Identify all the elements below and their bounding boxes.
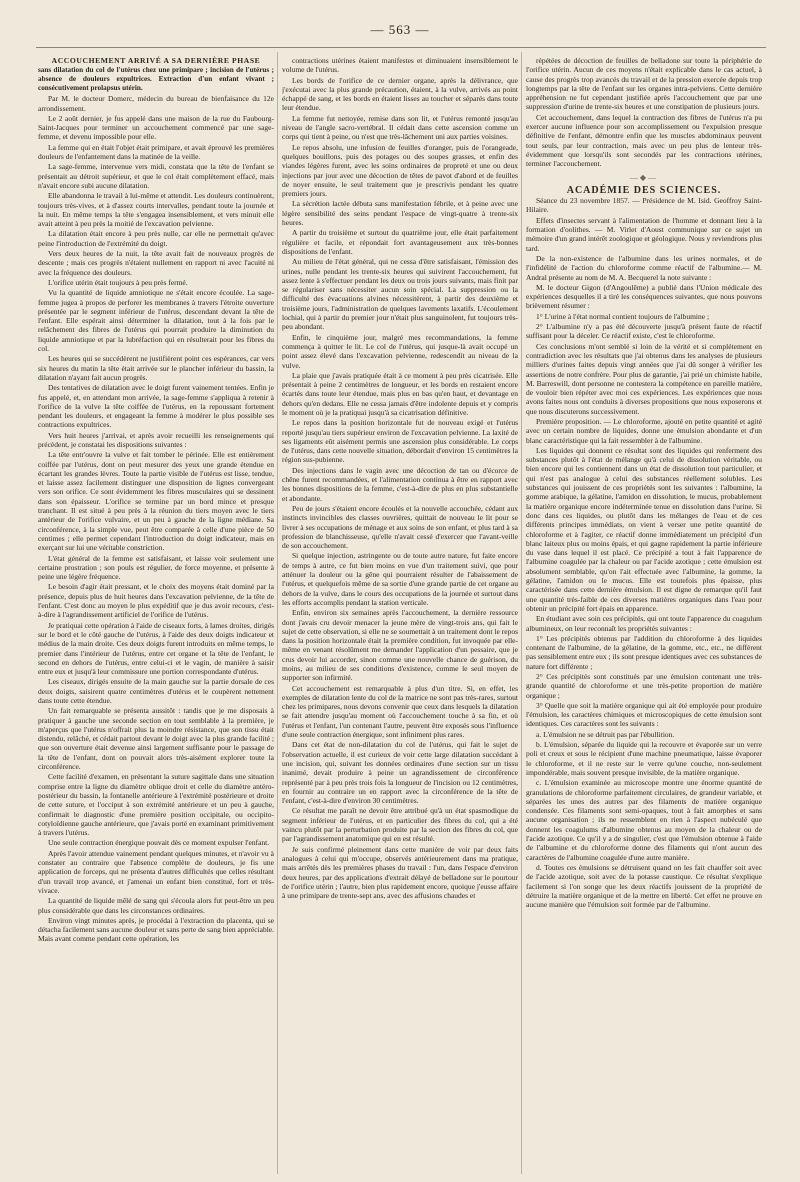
column-3: [526, 56, 762, 1174]
paragraph: répétées de décoction de feuilles de belladone sur toute la périphérie de l'orifice utérin. Aucun de ces moyens n'était explicable dans le cas actuel, à cause des progrès trop avancés du travail et de la pression exercée depuis trop longtemps par la tête de l'enfant sur les organes intra-pelviens. Cette dernière appréhension ne fut cependant justifiée après l'accouchement que par une suppression d'urine de trente-six heures et une constipation de plusieurs jours.: [526, 56, 762, 112]
paragraph: Vers deux heures de la nuit, la tête avait fait de nouveaux progrès de descente ; mais ces progrès n'étaient nullement en rapport ni avec l'acuité ni avec la fréquence des douleurs.: [38, 249, 274, 277]
section-title-academie: ACADÉMIE DES SCIENCES.: [566, 184, 722, 196]
paragraph: Les ciseaux, dirigés ensuite de la main gauche sur la partie dorsale de ces deux doigts, saisirent quatre centimètres d'utérus et le coupèrent nettement dans toute cette étendue.: [38, 677, 274, 705]
paragraph: L'état général de la femme est satisfaisant, et laisse voir seulement une certaine prostration ; son pouls est régulier, de force moyenne, et présente à peine une légère fréquence.: [38, 553, 274, 582]
paragraph: Le 2 août dernier, je fus appelé dans une maison de la rue du Faubourg-Saint-Jacques pour terminer un accouchement commencé par une sage-femme, et devenu impossible pour elle.: [38, 113, 274, 142]
paragraph: Des tentatives de dilatation avec le doigt furent vainement tentées. Enfin je fus appelé, et, en attendant mon arrivée, la sage-femme s'appliqua à retenir à l'orifice de la vulve la tête coiffée de l'utérus, en la repoussant fortement pendant les douleurs, et engageant la femme à modérer le plus possible ses contractions expultrices.: [38, 383, 274, 430]
paragraph: La femme fut nettoyée, remise dans son lit, et l'utérus remonté jusqu'au niveau de l'angle sacro-vertébral. Il cédait dans cette ascension comme un corps qui tient à peine, ou n'est que très-lâchement uni aux parties voisines.: [282, 113, 518, 142]
paragraph: Peu de jours s'étaient encore écoulés et la nouvelle accouchée, cédant aux instincts invincibles des classes ouvrières, quittait de nouveau le lit pour se livrer à ses occupations de ménage et aux soins de son enfant, et plus tard à sa profession de blanchisseuse, qu'elle n'avait cessé d'exercer que l'avant-veille de son accouchement.: [282, 503, 518, 551]
article-subtitle: sans dilatation du col de l'utérus chez une primipare ; incision de l'utérus ; absence de douleurs expultrices. Extraction d'un enfant vivant ; consécutivement prolapsus utérin.: [38, 66, 274, 93]
paragraph: Le repos dans la position horizontale fut de nouveau exigé et l'utérus reporté jusqu'au tiers supérieur environ de l'excavation pelvienne. La laxité de ses ligaments eût aisément permis une ascension plus considérable. Le corps de l'utérus, dans cette nouvelle situation, débordait d'environ 15 centimètres la région sus-pubienne.: [282, 418, 518, 465]
section-separator: —◆—: [629, 172, 659, 182]
paragraph: a. L'émulsion ne se détruit pas par l'ébullition.: [536, 729, 675, 739]
paragraph: Enfin, le cinquième jour, malgré mes recommandations, la femme commença à quitter le lit. Le col de l'utérus, qui jusque-là avait occupé un point assez élevé dans l'excavation pelvienne, redescendit au niveau de la vulve.: [282, 332, 518, 370]
column-divider: [521, 52, 522, 1174]
paragraph: Un fait remarquable se présenta aussitôt : tandis que je me disposais à pratiquer à gauche une seconde section en tout semblable à la première, je m'aperçus que l'utérus n'offrait plus la moindre résistance, que son tissu était distendu, relâché, et cédait partout devant le doigt avec la plus grande facilité ; que son ouverture était devenue ainsi largement suffisante pour le passage de la tête de l'enfant, dont on pouvait alors très-aisément explorer toute la circonférence.: [38, 706, 274, 772]
paragraph: Environ vingt minutes après, je procédai à l'extraction du placenta, qui se détacha facilement sans aucune douleur et sans perte de sang bien appréciable. Mais avant comme pendant cette opération, les: [38, 915, 274, 944]
column-1: [38, 56, 274, 1174]
paragraph: La sécrétion lactée débuta sans manifestation fébrile, et à peine avec une légère sensibilité des seins pendant l'espace de vingt-quatre à trente-six heures.: [282, 199, 518, 228]
paragraph: Elle abandonna le travail à lui-même et attendit. Les douleurs continuèrent, toujours très-vives, et à d'assez courts intervalles, pendant toute la journée et la nuit. En même temps la tête s'engagea insensiblement, et vers minuit elle avait atteint à peu près la moitié de l'excavation pelvienne.: [38, 191, 274, 229]
paragraph: En étudiant avec soin ces précipités, qui ont toute l'apparence du coagulum albumineux, on leur reconnaît les propriétés suivantes :: [526, 614, 762, 633]
paragraph: Je suis confirmé pleinement dans cette manière de voir par deux faits analogues à celui qui m'occupe, observés antérieurement dans ma pratique, mais arrêtés dès les premières phases du travail : l'un, dans l'espace d'environ deux heures, par des applications d'extrait délayé de belladone sur le pourtour de l'orifice utérin ; l'autre, bien plus rapidement encore, quoique j'eusse affaire à une primipare de trente-sept ans, avec des affusions chaudes et: [282, 844, 518, 901]
paragraph: L'orifice utérin était toujours à peu près fermé.: [48, 277, 188, 287]
paragraph: d. Toutes ces émulsions se détruisent quand on les fait chauffer soit avec de l'acide azotique, soit avec de la potasse caustique. Ce résultat s'explique facilement si l'on songe que les deux réactifs jouissent de la propriété de détruire la matière organique et de la mettre en liberté. Cet effet ne prouve en aucune manière que l'émulsion soit formée par de l'albumine.: [526, 862, 762, 910]
paragraph: Cet accouchement, dans lequel la contraction des fibres de l'utérus n'a pu exercer aucune influence pour son accomplissement ou l'expulsion presque définitive de l'enfant, démontre enfin que les muscles abdominaux peuvent tout seuls, par leur contraction, mais avec un peu plus de lenteur très-évidemment que lorsqu'ils sont secondés par les contractions utérines, terminer l'accouchement.: [526, 112, 762, 169]
paragraph: Le besoin d'agir était pressant, et le choix des moyens était dominé par la présence, depuis plus de huit heures dans l'excavation pelvienne, de la tête de l'enfant. C'est donc au moyen le plus expéditif que je dus avoir recours, c'est-à-dire à l'agrandissement artificiel de l'orifice de l'utérus.: [38, 582, 274, 620]
paragraph: Les liquides qui donnent ce résultat sont des liquides qui renferment des substances plutôt à l'état de mélange qu'à celui de dissolution véritable, ou bien encore qui les contiennent dans un état de dissolution tout particulier, et qui n'est pas analogue à celui des substances réellement solubles. Les substances qui jouissent de ces propriétés sont les suivantes : l'albumine, la gomme arabique, la gélatine, l'amidon en dissolution, le mucus, probablement la matière organique encore indéterminée tenue en dissolution dans l'urine. Si donc dans ces liquides, ou plutôt dans les mélanges de l'eau et de ces différents principes immédiats, on vient à verser une petite quantité de chloroforme et à l'agiter, ce réactif donne immédiatement un précipité d'un blanc laiteux plus ou moins épais, et qui gagne rapidement la partie inférieure du vase dans lequel il est placé. Ce précipité a tout à fait l'apparence de l'albumine coagulée par la chaleur ou par l'acide azotique ; cette émulsion est absolument semblable, qu'on l'ait effectuée avec l'albumine, la gomme, la gélatine, l'amidon ou le mucus. Elle est toutefois plus épaisse, plus caractérisée dans cette dernière émulsion. Il est digne de remarque qu'il faut une quantité très-faible de ces diverses matières organiques dans l'eau pour obtenir un précipité fort épais en apparence.: [526, 445, 762, 613]
paragraph: De la non-existence de l'albumine dans les urines normales, et de l'infidélité de l'action du chloroforme comme réactif de l'albumine.— M. Andral présente au nom de M. A. Becquerel la note suivante :: [526, 253, 762, 282]
session-heading: Séance du 23 novembre 1857. — Présidence de M. Isid. Geoffroy Saint-Hilaire.: [526, 196, 762, 215]
paragraph: Dans cet état de non-dilatation du col de l'utérus, qui fait le sujet de l'observation actuelle, il est curieux de voir cette large dilatation succédant à une incision, qui, suivant les données ordinaires d'une section sur un tissu inanimé, devait produire à peine un agrandissement de circonférence représenté par à peu près trois fois la longueur de l'incision ou 12 centimètres, en fournir au contraire un en rapport avec la circonférence de la tête de l'enfant, c'est-à-dire d'environ 30 centimètres.: [282, 740, 518, 806]
paragraph: 1° L'urine à l'état normal contient toujours de l'albumine ;: [536, 311, 710, 321]
paragraph: M. le docteur Gigon (d'Angoulême) a publié dans l'Union médicale des expériences desquelles il a tiré les conséquences suivantes, que nous pouvons brièvement résumer :: [526, 282, 762, 311]
paragraph: Effets d'insectes servant à l'alimentation de l'homme et donnant lieu à la formation d'oolithes. — M. Virlet d'Aoust communique sur ce sujet un mémoire d'un grand intérêt zoologique et géologique. Nous y reviendrons plus tard.: [526, 215, 762, 253]
paragraph: Une seule contraction énergique pouvait dès ce moment expulser l'enfant.: [48, 838, 270, 848]
paragraph: La tête entr'ouvre la vulve et fait tomber le périnée. Elle est entièrement coiffée par l'utérus, dont on peut mesurer des yeux une grande étendue en écartant les grandes lèvres. Toute la partie visible de l'utérus est lisse, tendue, et laisse assez facilement distinguer une disposition de lignes convergeant vers son orifice. Ce sont évidemment les fibres musculaires qui se dessinent dans son épaisseur. L'orifice se termine par un bord mince et presque tranchant. Il est situé à peu près à la réunion du tiers moyen avec le tiers antérieur de l'orifice vulvaire, et un peu à gauche de la ligne médiane. Sa circonférence, à la simple vue, peut être comparée à celle d'une pièce de 50 centimes ; elle permet cependant l'introduction du doigt indicateur, mais en exerçant sur lui une véritable constriction.: [38, 450, 274, 553]
paragraph: La dilatation était encore à peu près nulle, car elle ne permettait qu'avec peine l'introduction de l'extrémité du doigt.: [38, 229, 274, 248]
paragraph: Si quelque injection, astringente ou de toute autre nature, fut faite encore de temps à autre, ce fut bien moins en vue d'un traitement suivi, que pour atténuer la douleur ou la gêne qui pourraient résulter de l'abaissement de l'utérus, et quelquefois même de sa sortie d'une grande partie de cet organe au dehors de la vulve, dans le cours des occupations de la journée et surtout dans les efforts accomplis pendant la station verticale.: [282, 551, 518, 607]
page-number: — 563 —: [370, 22, 430, 37]
paragraph: Au milieu de l'état général, qui ne cessa d'être satisfaisant, l'émission des urines, nulle pendant les trente-six heures qui suivirent l'accouchement, fut assez lente à s'effectuer pendant les deux ou trois jours suivants, mais finit par se régulariser sans nécessiter aucun soin spécial. La suppression ou la difficulté des évacuations alvines nécessitèrent, à partir des deuxième et troisième jours, l'administration de quelques lavements laxatifs. L'écoulement lochial, qui à partir du premier jour n'était plus sanguinolent, fut toujours très-peu abondant.: [282, 257, 518, 332]
paragraph: Le repos absolu, une infusion de feuilles d'oranger, puis de l'orangeade, quelques bouillons, puis des potages ou des soupes grasses, et enfin des viandes légères furent, avec les soins ordinaires de propreté et une ou deux injections par jour avec une décoction de têtes de pavot d'abord et de feuilles de noyer ensuite, le seul traitement que je prescrivis pendant les quatre premiers jours.: [282, 142, 518, 199]
paragraph: Des injections dans le vagin avec une décoction de tan ou d'écorce de chêne furent recommandées, et l'alimentation continua à être en rapport avec les bonnes dispositions de la femme, c'est-à-dire de plus en plus substantielle et abondante.: [282, 465, 518, 503]
column-3-body-2: [526, 216, 762, 910]
paragraph: 2° L'albumine n'y a pas été découverte jusqu'à présent faute de réactif suffisant pour la déceler. Ce réactif existe, c'est le chloroforme.: [526, 322, 762, 341]
paragraph: Première proposition. — Le chloroforme, ajouté en petite quantité et agité avec un certain nombre de liquides, donne une émulsion abondante et d'un blanc caractéristique qui la fait ressembler à de l'albumine.: [526, 416, 762, 445]
paragraph: La quantité de liquide mêlé de sang qui s'écoula alors fut peut-être un peu plus considérable que dans les circonstances ordinaires.: [38, 896, 274, 915]
paragraph: Les bords de l'orifice de ce dernier organe, après la délivrance, que j'exécutai avec la plus grande précaution, étaient, à la vulve, arrivés au point échappé de sang, et les bords en étaient lisses au toucher et séparés dans toute leur étendue.: [282, 75, 518, 113]
paragraph: 3° Quelle que soit la matière organique qui ait été employée pour produire l'émulsion, les caractères chimiques et microscopiques de cette émulsion sont identiques. Ces caractères sont les suivants :: [526, 700, 762, 729]
column-divider: [277, 52, 278, 1174]
paragraph: Vu la quantité de liquide amniotique ne s'était encore écoulée. La sage-femme jugea à propos de perforer les membranes à travers l'étroite ouverture présentée par le segment inférieur de l'utérus, descendant devant la tête de l'enfant. Elle espérait ainsi déterminer la dilatation, tout à la fois par le relâchement des fibres de l'utérus qui pourrait produire la diminution du liquide amniotique et par la lubréfaction qui en résulterait pour les fibres du col.: [38, 288, 274, 354]
paragraph: Ce résultat me paraît ne devoir être attribué qu'à un état spasmodique du segment inférieur de l'utérus, et en particulier des fibres du col, qui a été vaincu plutôt par la perturbation produite par la section des fibres du col, que par l'agrandissement anatomique qui en est résulté.: [282, 806, 518, 844]
paragraph: Je pratiquai cette opération à l'aide de ciseaux forts, à lames droites, dirigés sur le bord et le côté gauche de l'utérus, à l'aide des deux doigts indicateur et médius de la main droite. Ces deux doigts furent introduits en même temps, le premier dans l'intérieur de l'utérus, entre cet organe et la tête de l'enfant, le second en dehors de l'utérus, entre celui-ci et le vagin, de manière à saisir entre eux et jusqu'à leur commissure une portion correspondante d'utérus.: [38, 620, 274, 677]
paragraph: Après l'avoir attendue vainement pendant quelques minutes, et n'avoir vu à constater au contraire que l'absence complète de douleurs, je fis une application de forceps, qui ne présenta d'autres difficultés que celles résultant d'un travail trop avancé, et j'amenai un enfant bien constitué, fort et très-vivace.: [38, 848, 274, 895]
column-1-body: [38, 114, 274, 944]
article-byline: Par M. le docteur Domerc, médecin du bureau de bienfaisance du 12e arrondissement.: [38, 94, 274, 113]
header-rule: [36, 47, 766, 48]
paragraph: A partir du troisième et surtout du quatrième jour, elle était parfaitement régulière et facile, et répondait fort avantageusement aux très-bonnes dispositions de l'enfant.: [282, 228, 518, 256]
paragraph: Les heures qui se succédèrent ne justifièrent point ces espérances, car vers six heures du matin la tête était arrivée sur le plancher inférieur du bassin, la dilatation n'ayant fait aucun progrès.: [38, 354, 274, 382]
paragraph: Cet accouchement est remarquable à plus d'un titre. Si, en effet, les exemples de dilatation lente du col de la matrice ne sont pas très-rares, surtout chez les primipares, nous devons convenir que ceux dans lesquels la dilatation se fait attendre jusqu'au moment où l'accouchement touche à sa fin, et où l'utérus et l'enfant, l'un contenant l'autre, peuvent être exposés sous l'influence d'une seule contraction énergique, sont infiniment plus rares.: [282, 683, 518, 740]
column-3-body: [526, 56, 762, 169]
paragraph: 2° Ces précipités sont constitués par une émulsion contenant une très-grande quantité de chloroforme et une très-petite proportion de matière organique ;: [526, 672, 762, 700]
paragraph: b. L'émulsion, séparée du liquide qui la recouvre et évaporée sur un verre poli et creux et sous le récipient d'une machine pneumatique, laisse évaporer le chloroforme, et il ne reste sur le verre qu'une couche, non-seulement impondérable, mais souvent presque invisible, de la matière organique.: [526, 740, 762, 777]
paragraph: Cette facilité d'examen, en présentant la suture sagittale dans une situation comprise entre la ligne du diamètre oblique droit et celle du diamètre antéro-postérieur du bassin, la fontanelle antérieure à l'extrémité postérieure et droite de cette suture, et l'occiput à son extrémité antérieure et un peu à gauche, confirmait le diagnostic d'une première position occipitale, ou occipito-cotyloïdienne gauche antérieure, que j'avais porté en examinant primitivement à travers l'utérus.: [38, 772, 274, 838]
article-title: ACCOUCHEMENT ARRIVÉ A SA DERNIÈRE PHASE: [51, 56, 261, 65]
paragraph: Vers huit heures j'arrivai, et après avoir recueilli les renseignements qui précèdent, je constatai les dispositions suivantes :: [38, 430, 274, 449]
paragraph: La plaie que j'avais pratiquée était à ce moment à peu près cicatrisée. Elle présentait à peine 2 centimètres de longueur, et les bords en restaient encore écartés dans toute leur étendue, mais plus en bas qu'en haut, et devantage en dehors qu'en dedans. Elle ne cessa jamais d'être indolente depuis et y compris le moment où je la pratiquai jusqu'à sa cicatrisation définitive.: [282, 370, 518, 417]
paragraph: 1° Les précipités obtenus par l'addition du chloroforme à des liquides contenant de l'albumine, de la gélatine, de la gomme, etc., etc., ne diffèrent pas sensiblement entre eux ; ils sont presque identiques avec ces substances de nature fort différente ;: [526, 633, 762, 671]
paragraph: Enfin, environ six semaines après l'accouchement, la dernière ressource dont j'avais cru devoir menacer la jeune mère de vingt-trois ans, qui fait le sujet de cette observation, si elle ne se soumettait à un traitement dont le repos dans la position horizontale était la première condition, fut invoquée par elle-même en venant résolûment me demander l'application d'un pessaire, que je crus devoir lui accorder, sinon comme une nouvelle chance de guérison, du moins, au milieu de ses conditions d'existence, comme le seul moyen de supporter son infirmité.: [282, 608, 518, 683]
column-2-body: [282, 56, 518, 900]
paragraph: contractions utérines étaient manifestes et diminuaient insensiblement le volume de l'utérus.: [282, 56, 518, 75]
paragraph: Ces conclusions m'ont semblé si loin de la vérité et si complétement en contradiction avec les résultats que j'ai obtenus dans les analyses de plusieurs milliers d'urines faites depuis vingt années que j'ai dû songer à vérifier les assertions de notre confrère. Pour plus de garantie, j'ai prié un chimiste habile, M. Barreswill, dont personne ne contestera la compétence en pareille matière, de vouloir bien répéter avec moi ces expériences. Les expériences que nous avons faites nous ont conduits à diverses propositions que nous exposerons et que nous discuterons successivement.: [526, 341, 762, 416]
paragraph: c. L'émulsion examinée au microscope montre une énorme quantité de granulations de chloroforme parfaitement circulaires, de grandeur variable, et séparées les unes des autres par des filaments de matière organique condensée. Ces filaments sont semi-opaques, tout à fait amorphes et sans aucune organisation ; ils ne ressemblent en rien à l'aspect nubéculé que donnent les coagulums d'albumine obtenus au moyen de la chaleur ou de l'acide azotique. Ce qu'il y a de singulier, c'est que l'émulsion obtenue à l'aide de l'albumine et du chloroforme donne des filaments qui n'ont aucun des caractères de l'albumine coagulée d'une autre manière.: [526, 778, 762, 862]
paragraph: La sage-femme, intervenue vers midi, constata que la tête de l'enfant se présentait au détroit supérieur, et que le col était complètement effacé, mais n'avait encore subi aucune dilatation.: [38, 162, 274, 190]
column-2: [282, 56, 518, 1174]
paragraph: La femme qui en était l'objet était primipare, et avait éprouvé les premières douleurs de l'enfantement dans la matinée de la veille.: [38, 142, 274, 162]
